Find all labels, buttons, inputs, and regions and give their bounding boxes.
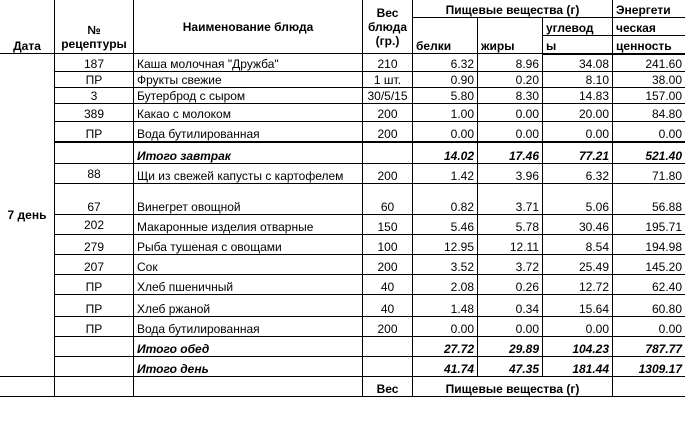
recipe-cell: ПР bbox=[55, 72, 134, 88]
table-row bbox=[0, 54, 685, 72]
fat-cell: 17.46 bbox=[478, 142, 543, 164]
carbs-cell: 5.06 bbox=[543, 184, 613, 215]
dish-cell: Хлеб ржаной bbox=[134, 295, 363, 317]
recipe-cell: 3 bbox=[55, 88, 134, 104]
energy-cell: 0.00 bbox=[613, 122, 685, 142]
recipe-cell: 202 bbox=[55, 215, 134, 235]
weight-cell: 200 bbox=[363, 255, 413, 275]
weight-cell bbox=[363, 142, 413, 164]
energy-cell: 60.80 bbox=[613, 295, 685, 317]
recipe-cell: ПР bbox=[55, 122, 134, 142]
fat-cell: 3.71 bbox=[478, 184, 543, 215]
carbs-cell: 34.08 bbox=[543, 54, 613, 72]
header-energy-line1: Энергети bbox=[613, 0, 685, 18]
protein-cell: 41.74 bbox=[413, 357, 478, 377]
fat-cell: 8.30 bbox=[478, 88, 543, 104]
energy-cell: 157.00 bbox=[613, 88, 685, 104]
protein-cell: 0.00 bbox=[413, 317, 478, 337]
table-row bbox=[0, 72, 685, 88]
protein-cell: 1.48 bbox=[413, 295, 478, 317]
recipe-cell: 389 bbox=[55, 104, 134, 122]
weight-cell: 40 bbox=[363, 295, 413, 317]
dish-cell: Винегрет овощной bbox=[134, 184, 363, 215]
fat-cell: 3.72 bbox=[478, 255, 543, 275]
header-carbs-line2: ы bbox=[543, 36, 613, 54]
fat-cell: 5.78 bbox=[478, 215, 543, 235]
recipe-cell bbox=[55, 357, 134, 377]
table-row bbox=[0, 104, 685, 122]
day-label: 7 день bbox=[0, 54, 55, 377]
fat-cell: 0.34 bbox=[478, 295, 543, 317]
header-date: Дата bbox=[0, 0, 55, 54]
carbs-cell: 0.00 bbox=[543, 122, 613, 142]
energy-cell: 1309.17 bbox=[613, 357, 685, 377]
carbs-cell: 30.46 bbox=[543, 215, 613, 235]
carbs-cell: 20.00 bbox=[543, 104, 613, 122]
carbs-cell: 181.44 bbox=[543, 357, 613, 377]
header-energy-line2: ческая bbox=[613, 18, 685, 36]
protein-cell: 27.72 bbox=[413, 337, 478, 357]
carbs-cell: 8.10 bbox=[543, 72, 613, 88]
header-weight: Вес блюда (гр.) bbox=[363, 0, 413, 54]
total-row bbox=[0, 142, 685, 164]
fat-cell: 29.89 bbox=[478, 337, 543, 357]
weight-cell: 1 шт. bbox=[363, 72, 413, 88]
dish-cell: Вода бутилированная bbox=[134, 122, 363, 142]
table-row bbox=[0, 122, 685, 142]
recipe-cell bbox=[55, 337, 134, 357]
protein-cell: 5.46 bbox=[413, 215, 478, 235]
protein-cell: 12.95 bbox=[413, 235, 478, 255]
table-row bbox=[0, 184, 685, 215]
total-row bbox=[0, 357, 685, 377]
fat-cell: 8.96 bbox=[478, 54, 543, 72]
total-label: Итого обед bbox=[134, 337, 363, 357]
weight-cell bbox=[363, 337, 413, 357]
energy-cell: 62.40 bbox=[613, 275, 685, 295]
total-row bbox=[0, 337, 685, 357]
table-row bbox=[0, 255, 685, 275]
fat-cell: 3.96 bbox=[478, 164, 543, 184]
recipe-cell: 67 bbox=[55, 184, 134, 215]
carbs-cell: 14.83 bbox=[543, 88, 613, 104]
carbs-cell: 25.49 bbox=[543, 255, 613, 275]
dish-cell: Вода бутилированная bbox=[134, 317, 363, 337]
table-row bbox=[0, 235, 685, 255]
fat-cell: 0.26 bbox=[478, 275, 543, 295]
fat-cell: 0.00 bbox=[478, 122, 543, 142]
protein-cell: 0.82 bbox=[413, 184, 478, 215]
weight-cell: 60 bbox=[363, 184, 413, 215]
recipe-cell bbox=[55, 142, 134, 164]
table-row bbox=[0, 215, 685, 235]
header-nutrients: Пищевые вещества (г) bbox=[413, 0, 613, 18]
energy-cell: 0.00 bbox=[613, 317, 685, 337]
energy-cell: 787.77 bbox=[613, 337, 685, 357]
dish-cell: Фрукты свежие bbox=[134, 72, 363, 88]
carbs-cell: 8.54 bbox=[543, 235, 613, 255]
carbs-cell: 77.21 bbox=[543, 142, 613, 164]
recipe-cell: 187 bbox=[55, 54, 134, 72]
carbs-cell: 0.00 bbox=[543, 317, 613, 337]
carbs-cell: 15.64 bbox=[543, 295, 613, 317]
fat-cell: 0.00 bbox=[478, 317, 543, 337]
weight-cell: 40 bbox=[363, 275, 413, 295]
energy-cell: 241.60 bbox=[613, 54, 685, 72]
fat-cell: 0.00 bbox=[478, 104, 543, 122]
protein-cell: 1.00 bbox=[413, 104, 478, 122]
energy-cell: 38.00 bbox=[613, 72, 685, 88]
next-header-row bbox=[0, 377, 685, 397]
table-row bbox=[0, 164, 685, 184]
energy-cell: 194.98 bbox=[613, 235, 685, 255]
header-energy-line3: ценность bbox=[613, 36, 685, 54]
protein-cell: 0.00 bbox=[413, 122, 478, 142]
header-fat: жиры bbox=[478, 18, 543, 54]
recipe-cell: ПР bbox=[55, 275, 134, 295]
dish-cell: Какао с молоком bbox=[134, 104, 363, 122]
dish-cell: Макаронные изделия отварные bbox=[134, 215, 363, 235]
dish-cell: Рыба тушеная с овощами bbox=[134, 235, 363, 255]
energy-cell: 71.80 bbox=[613, 164, 685, 184]
recipe-cell: 88 bbox=[55, 164, 134, 184]
weight-cell: 30/5/15 bbox=[363, 88, 413, 104]
weight-cell: 200 bbox=[363, 104, 413, 122]
table-row bbox=[0, 317, 685, 337]
fat-cell: 0.20 bbox=[478, 72, 543, 88]
header-recipe: № рецептуры bbox=[55, 0, 134, 54]
dish-cell: Каша молочная "Дружба" bbox=[134, 54, 363, 72]
energy-cell: 84.80 bbox=[613, 104, 685, 122]
energy-cell: 195.71 bbox=[613, 215, 685, 235]
header-carbs-line1: углевод bbox=[543, 18, 613, 36]
weight-cell: 200 bbox=[363, 122, 413, 142]
protein-cell: 6.32 bbox=[413, 54, 478, 72]
weight-cell: 200 bbox=[363, 317, 413, 337]
protein-cell: 2.08 bbox=[413, 275, 478, 295]
table-row bbox=[0, 88, 685, 104]
energy-cell: 145.20 bbox=[613, 255, 685, 275]
fat-cell: 47.35 bbox=[478, 357, 543, 377]
recipe-cell: 207 bbox=[55, 255, 134, 275]
weight-cell: 210 bbox=[363, 54, 413, 72]
protein-cell: 5.80 bbox=[413, 88, 478, 104]
carbs-cell: 6.32 bbox=[543, 164, 613, 184]
recipe-cell: 279 bbox=[55, 235, 134, 255]
next-header-nutrients: Пищевые вещества (г) bbox=[413, 377, 613, 397]
protein-cell: 3.52 bbox=[413, 255, 478, 275]
total-label: Итого завтрак bbox=[134, 142, 363, 164]
total-label: Итого день bbox=[134, 357, 363, 377]
protein-cell: 1.42 bbox=[413, 164, 478, 184]
weight-cell bbox=[363, 357, 413, 377]
protein-cell: 14.02 bbox=[413, 142, 478, 164]
dish-cell: Бутерброд с сыром bbox=[134, 88, 363, 104]
recipe-cell: ПР bbox=[55, 295, 134, 317]
table-row bbox=[0, 295, 685, 317]
energy-cell: 56.88 bbox=[613, 184, 685, 215]
weight-cell: 100 bbox=[363, 235, 413, 255]
weight-cell: 200 bbox=[363, 164, 413, 184]
table-row bbox=[0, 275, 685, 295]
header-protein: белки bbox=[413, 18, 478, 54]
carbs-cell: 104.23 bbox=[543, 337, 613, 357]
dish-cell: Хлеб пшеничный bbox=[134, 275, 363, 295]
carbs-cell: 12.72 bbox=[543, 275, 613, 295]
next-header-weight: Вес bbox=[363, 377, 413, 397]
dish-cell: Щи из свежей капусты с картофелем bbox=[134, 164, 363, 184]
protein-cell: 0.90 bbox=[413, 72, 478, 88]
energy-cell: 521.40 bbox=[613, 142, 685, 164]
header-dish: Наименование блюда bbox=[134, 0, 363, 54]
weight-cell: 150 bbox=[363, 215, 413, 235]
recipe-cell: ПР bbox=[55, 317, 134, 337]
dish-cell: Сок bbox=[134, 255, 363, 275]
fat-cell: 12.11 bbox=[478, 235, 543, 255]
